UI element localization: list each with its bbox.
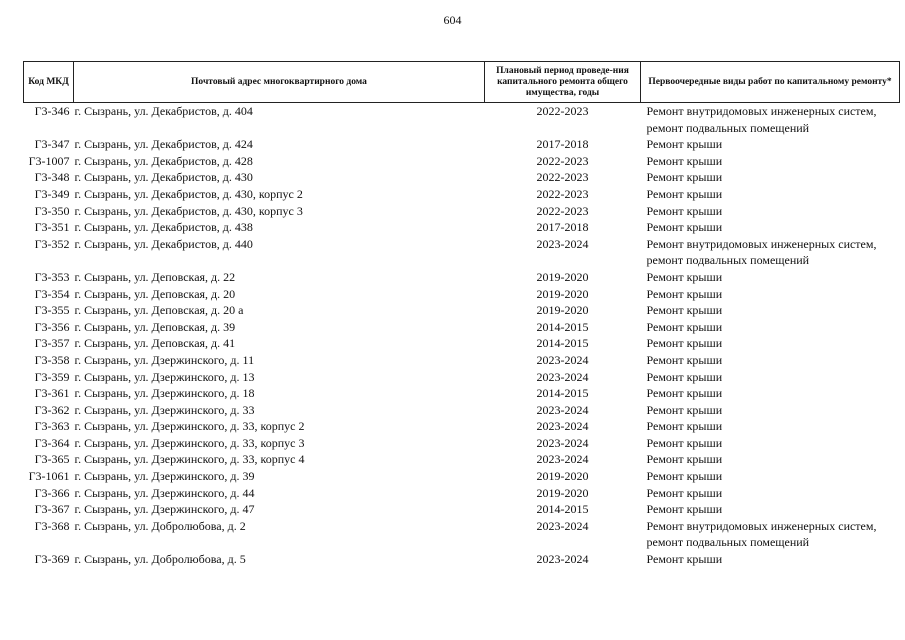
row-code: Г3-369 bbox=[34, 552, 70, 567]
table-row bbox=[24, 219, 900, 236]
row-code: Г3-365 bbox=[34, 452, 70, 467]
row-code: Г3-357 bbox=[34, 336, 70, 351]
table-row bbox=[24, 319, 900, 336]
row-code: Г3-356 bbox=[34, 319, 70, 334]
table-row bbox=[24, 402, 900, 419]
row-address: г. Сызрань, ул. Деповская, д. 39 bbox=[74, 319, 236, 334]
row-period: 2019-2020 bbox=[536, 485, 589, 500]
row-code: Г3-352 bbox=[34, 236, 70, 251]
table-row bbox=[24, 418, 900, 435]
row-period: 2017-2018 bbox=[536, 137, 589, 152]
row-works: Ремонт крыши bbox=[646, 402, 723, 417]
row-address: г. Сызрань, ул. Декабристов, д. 440 bbox=[74, 236, 253, 251]
row-code: Г3-363 bbox=[34, 419, 70, 434]
page-number: 604 bbox=[443, 13, 462, 27]
row-period: 2022-2023 bbox=[536, 186, 589, 201]
table-row bbox=[24, 501, 900, 518]
row-period: 2019-2020 bbox=[536, 286, 589, 301]
row-period: 2023-2024 bbox=[536, 352, 589, 367]
row-address: г. Сызрань, ул. Деповская, д. 22 bbox=[74, 269, 236, 284]
row-works: Ремонт внутридомовых инженерных систем, ремонт подвальных помещений bbox=[646, 518, 877, 550]
row-works: Ремонт крыши bbox=[646, 303, 723, 318]
row-period: 2014-2015 bbox=[536, 502, 589, 517]
row-address: г. Сызрань, ул. Декабристов, д. 438 bbox=[74, 220, 253, 235]
row-works: Ремонт крыши bbox=[646, 137, 723, 152]
row-address: г. Сызрань, ул. Добролюбова, д. 2 bbox=[74, 518, 246, 533]
table-row bbox=[24, 551, 900, 568]
row-address: г. Сызрань, ул. Дзержинского, д. 33 bbox=[74, 402, 255, 417]
row-code: Г3-349 bbox=[34, 186, 70, 201]
table-row bbox=[24, 518, 900, 551]
row-works: Ремонт крыши bbox=[646, 319, 723, 334]
row-works: Ремонт крыши bbox=[646, 352, 723, 367]
row-works: Ремонт крыши bbox=[646, 170, 723, 185]
row-address: г. Сызрань, ул. Дзержинского, д. 33, корпус 2 bbox=[74, 419, 305, 434]
row-period: 2023-2024 bbox=[536, 419, 589, 434]
table-row bbox=[24, 203, 900, 220]
row-period: 2023-2024 bbox=[536, 452, 589, 467]
header-period: Плановый период проведе-ния капитального ремонта общего имущества, годы bbox=[485, 62, 641, 103]
row-works: Ремонт крыши bbox=[646, 220, 723, 235]
row-works: Ремонт крыши bbox=[646, 452, 723, 467]
row-address: г. Сызрань, ул. Дзержинского, д. 39 bbox=[74, 469, 255, 484]
row-address: г. Сызрань, ул. Дзержинского, д. 47 bbox=[74, 502, 255, 517]
row-code: Г3-354 bbox=[34, 286, 70, 301]
row-period: 2019-2020 bbox=[536, 469, 589, 484]
row-address: г. Сызрань, ул. Дзержинского, д. 18 bbox=[74, 386, 255, 401]
row-works: Ремонт крыши bbox=[646, 186, 723, 201]
row-works: Ремонт крыши bbox=[646, 386, 723, 401]
table-row bbox=[24, 302, 900, 319]
table-header bbox=[24, 62, 900, 103]
row-period: 2017-2018 bbox=[536, 220, 589, 235]
row-period: 2019-2020 bbox=[536, 269, 589, 284]
row-code: Г3-353 bbox=[34, 269, 70, 284]
row-period: 2019-2020 bbox=[536, 303, 589, 318]
table-row bbox=[24, 269, 900, 286]
row-period: 2022-2023 bbox=[536, 153, 589, 168]
row-code: Г3-358 bbox=[34, 352, 70, 367]
row-code: Г3-1007 bbox=[28, 153, 70, 168]
row-works: Ремонт крыши bbox=[646, 336, 723, 351]
row-works: Ремонт крыши bbox=[646, 269, 723, 284]
row-period: 2023-2024 bbox=[536, 369, 589, 384]
row-period: 2014-2015 bbox=[536, 319, 589, 334]
row-period: 2022-2023 bbox=[536, 170, 589, 185]
table-row bbox=[24, 136, 900, 153]
row-code: Г3-359 bbox=[34, 369, 70, 384]
row-period: 2022-2023 bbox=[536, 203, 589, 218]
table-row bbox=[24, 435, 900, 452]
row-period: 2014-2015 bbox=[536, 386, 589, 401]
row-period: 2014-2015 bbox=[536, 336, 589, 351]
table-row bbox=[24, 369, 900, 386]
row-address: г. Сызрань, ул. Дзержинского, д. 13 bbox=[74, 369, 255, 384]
row-works: Ремонт крыши bbox=[646, 153, 723, 168]
row-works: Ремонт крыши bbox=[646, 203, 723, 218]
row-address: г. Сызрань, ул. Дзержинского, д. 44 bbox=[74, 485, 255, 500]
row-works: Ремонт крыши bbox=[646, 419, 723, 434]
row-period: 2022-2023 bbox=[536, 104, 589, 118]
row-code: Г3-367 bbox=[34, 502, 70, 517]
row-address: г. Сызрань, ул. Декабристов, д. 430, корпус 2 bbox=[74, 186, 303, 201]
table-row bbox=[24, 451, 900, 468]
table-row bbox=[24, 153, 900, 170]
row-address: г. Сызрань, ул. Декабристов, д. 430, корпус 3 bbox=[74, 203, 303, 218]
row-period: 2023-2024 bbox=[536, 435, 589, 450]
table-row bbox=[24, 352, 900, 369]
header-address: Почтовый адрес многоквартирного дома bbox=[74, 62, 485, 103]
row-code: Г3-350 bbox=[34, 203, 70, 218]
row-period: 2023-2024 bbox=[536, 236, 589, 251]
table-row bbox=[24, 286, 900, 303]
header-works: Первоочередные виды работ по капитальному ремонту* bbox=[641, 62, 900, 103]
row-code: Г3-364 bbox=[34, 435, 70, 450]
row-address: г. Сызрань, ул. Деповская, д. 20 а bbox=[74, 303, 244, 318]
row-code: Г3-361 bbox=[34, 386, 70, 401]
table-row bbox=[24, 186, 900, 203]
row-works: Ремонт крыши bbox=[646, 369, 723, 384]
table-row bbox=[24, 468, 900, 485]
row-works: Ремонт крыши bbox=[646, 286, 723, 301]
row-address: г. Сызрань, ул. Декабристов, д. 404 bbox=[74, 104, 253, 118]
row-works: Ремонт крыши bbox=[646, 485, 723, 500]
row-address: г. Сызрань, ул. Деповская, д. 20 bbox=[74, 286, 236, 301]
capital-repair-table bbox=[23, 61, 900, 568]
row-address: г. Сызрань, ул. Дзержинского, д. 33, корпус 4 bbox=[74, 452, 305, 467]
table-body bbox=[24, 103, 900, 568]
row-works: Ремонт крыши bbox=[646, 552, 723, 567]
row-address: г. Сызрань, ул. Декабристов, д. 424 bbox=[74, 137, 253, 152]
row-code: Г3-368 bbox=[34, 518, 70, 533]
row-works: Ремонт внутридомовых инженерных систем, ремонт подвальных помещений bbox=[646, 104, 877, 135]
row-code: Г3-351 bbox=[34, 220, 70, 235]
table-row bbox=[24, 385, 900, 402]
row-code: Г3-348 bbox=[34, 170, 70, 185]
row-works: Ремонт внутридомовых инженерных систем, ремонт подвальных помещений bbox=[646, 236, 877, 268]
row-code: Г3-346 bbox=[34, 104, 70, 118]
row-works: Ремонт крыши bbox=[646, 469, 723, 484]
row-address: г. Сызрань, ул. Дзержинского, д. 11 bbox=[74, 352, 255, 367]
table-row bbox=[24, 103, 900, 137]
row-address: г. Сызрань, ул. Декабристов, д. 430 bbox=[74, 170, 253, 185]
table-row bbox=[24, 236, 900, 269]
row-address: г. Сызрань, ул. Добролюбова, д. 5 bbox=[74, 552, 246, 567]
table-row bbox=[24, 485, 900, 502]
header-code: Код МКД bbox=[24, 62, 74, 103]
row-period: 2023-2024 bbox=[536, 402, 589, 417]
row-works: Ремонт крыши bbox=[646, 502, 723, 517]
row-address: г. Сызрань, ул. Дзержинского, д. 33, корпус 3 bbox=[74, 435, 305, 450]
row-code: Г3-366 bbox=[34, 485, 70, 500]
row-period: 2023-2024 bbox=[536, 552, 589, 567]
table-row bbox=[24, 335, 900, 352]
row-code: Г3-355 bbox=[34, 303, 70, 318]
row-works: Ремонт крыши bbox=[646, 435, 723, 450]
row-code: Г3-362 bbox=[34, 402, 70, 417]
row-code: Г3-1061 bbox=[28, 469, 70, 484]
row-address: г. Сызрань, ул. Деповская, д. 41 bbox=[74, 336, 236, 351]
table-row bbox=[24, 169, 900, 186]
row-period: 2023-2024 bbox=[536, 518, 589, 533]
row-code: Г3-347 bbox=[34, 137, 70, 152]
row-address: г. Сызрань, ул. Декабристов, д. 428 bbox=[74, 153, 253, 168]
